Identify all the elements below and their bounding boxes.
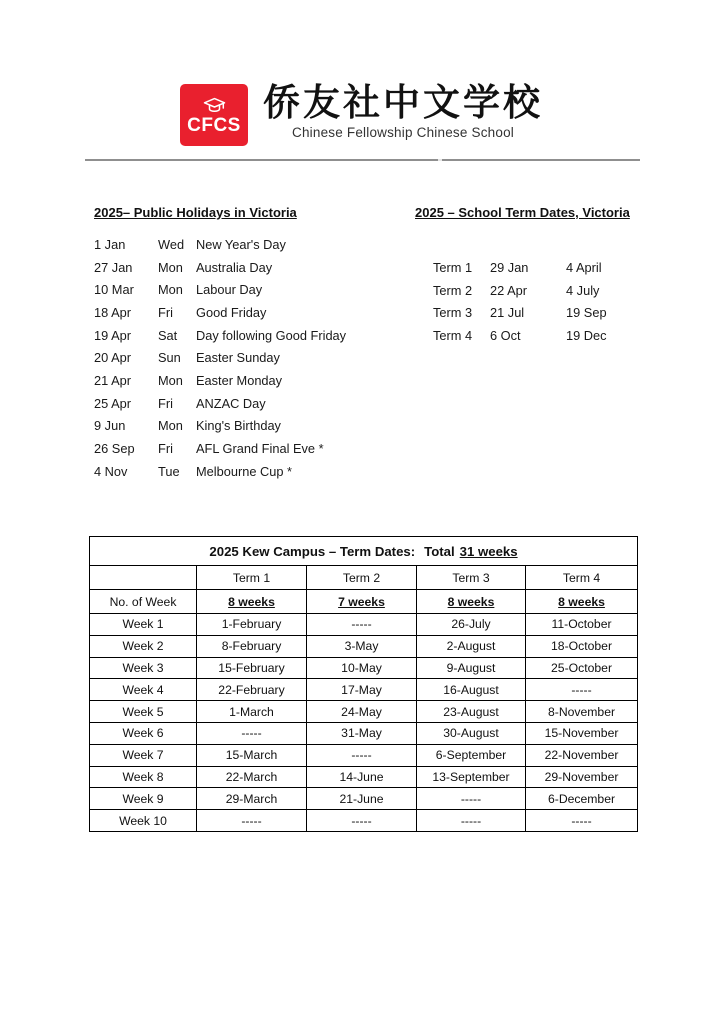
table-title-row [90,537,638,566]
week-date-cell: ----- [307,744,417,766]
week-date-cell: ----- [526,679,638,701]
holiday-name: Melbourne Cup * [196,463,293,479]
week-date-cell: ----- [417,810,526,832]
week-row [90,788,638,810]
terms-heading: 2025 – School Term Dates, Victoria [415,205,630,220]
week-date-cell: 1-February [197,614,307,636]
school-name-chinese: 侨友社中文学校 [263,82,543,123]
kew-term-table [89,536,638,832]
holiday-name: Australia Day [196,259,273,275]
week-date-cell: 23-August [417,701,526,723]
school-names [263,84,543,140]
week-date-cell: 6-December [526,788,638,810]
holiday-row [94,233,404,256]
week-date-cell: 1-March [197,701,307,723]
week-date-cell: 30-August [417,722,526,744]
holiday-date: 1 Jan [94,236,126,252]
term-end-date: 19 Sep [566,305,607,321]
term-row [433,324,650,347]
term-start-date: 21 Jul [490,305,525,321]
week-date-cell: ----- [197,722,307,744]
school-name-english: Chinese Fellowship Chinese School [292,124,514,140]
holiday-day: Sun [158,350,181,366]
term-header-row [90,566,638,590]
holiday-name: Labour Day [196,282,263,298]
week-date-cell: 22-November [526,744,638,766]
holiday-date: 4 Nov [94,463,128,479]
holiday-name: AFL Grand Final Eve * [196,441,324,457]
holiday-name: Day following Good Friday [196,327,347,343]
week-date-cell: 11-October [526,614,638,636]
week-date-cell: 18-October [526,635,638,657]
cfcs-logo-box [180,84,248,146]
term-list [415,256,650,347]
week-date-cell: 13-September [417,766,526,788]
holiday-date: 21 Apr [94,372,131,388]
holiday-day: Fri [158,395,173,411]
week-row [90,810,638,832]
term-column-header: Term 2 [307,566,417,590]
table-title-text: 2025 Kew Campus – Term Dates: [209,543,416,559]
holiday-day: Fri [158,441,173,457]
term-column-header: Term 4 [526,566,638,590]
week-date-cell: 22-March [197,766,307,788]
term-label: Term 3 [433,305,473,321]
holiday-date: 26 Sep [94,441,135,457]
week-date-cell: ----- [417,788,526,810]
week-count-value: 7 weeks [307,590,417,614]
holiday-row [94,346,404,369]
week-row [90,614,638,636]
week-row [90,657,638,679]
week-date-cell: 15-November [526,722,638,744]
week-date-cell: 31-May [307,722,417,744]
week-date-cell: 16-August [417,679,526,701]
week-count-label: No. of Week [90,590,197,614]
holiday-day: Mon [158,282,183,298]
holiday-row [94,415,404,438]
week-date-cell: 6-September [417,744,526,766]
table-title-total-weeks: 31 weeks [459,543,518,559]
holiday-day: Tue [158,463,180,479]
term-row [433,279,650,302]
week-label: Week 8 [90,766,197,788]
week-date-cell: 8-November [526,701,638,723]
holiday-date: 9 Jun [94,418,126,434]
term-start-date: 22 Apr [490,282,527,298]
holiday-day: Mon [158,418,183,434]
holidays-heading: 2025– Public Holidays in Victoria [94,205,297,220]
term-column-header: Term 3 [417,566,526,590]
holiday-day: Mon [158,372,183,388]
holiday-row [94,256,404,279]
week-label: Week 10 [90,810,197,832]
week-label: Week 5 [90,701,197,723]
week-date-cell: 29-March [197,788,307,810]
week-row [90,744,638,766]
week-label: Week 9 [90,788,197,810]
term-column-header: Term 1 [197,566,307,590]
week-row [90,701,638,723]
term-label: Term 4 [433,327,473,343]
week-date-cell: 21-June [307,788,417,810]
holiday-name: New Year's Day [196,236,286,252]
week-date-cell: ----- [526,810,638,832]
holiday-list [94,233,404,483]
graduation-cap-icon [201,96,228,115]
week-label: Week 1 [90,614,197,636]
week-date-cell: 29-November [526,766,638,788]
week-date-cell: 22-February [197,679,307,701]
week-date-cell: ----- [307,614,417,636]
holiday-date: 27 Jan [94,259,133,275]
week-date-cell: 24-May [307,701,417,723]
week-date-cell: 17-May [307,679,417,701]
holiday-name: King's Birthday [196,418,281,434]
holiday-row [94,278,404,301]
header-divider [85,159,640,161]
week-date-cell: 25-October [526,657,638,679]
week-date-cell: ----- [307,810,417,832]
holiday-day: Fri [158,304,173,320]
holiday-row [94,392,404,415]
week-count-value: 8 weeks [417,590,526,614]
school-logo [180,84,543,146]
holiday-row [94,437,404,460]
holiday-date: 20 Apr [94,350,131,366]
week-date-cell: 15-February [197,657,307,679]
holiday-row [94,301,404,324]
term-end-date: 19 Dec [566,327,607,343]
term-start-date: 6 Oct [490,327,521,343]
table-title-total-label: Total [424,543,455,559]
term-header-blank-cell [90,566,197,590]
term-row [433,301,650,324]
week-count-row [90,590,638,614]
week-date-cell: 8-February [197,635,307,657]
week-label: Week 4 [90,679,197,701]
table-title [90,537,638,566]
week-count-value: 8 weeks [197,590,307,614]
holiday-day: Sat [158,327,178,343]
term-end-date: 4 July [566,282,600,298]
week-row [90,766,638,788]
term-end-date: 4 April [566,259,602,275]
week-date-cell: 2-August [417,635,526,657]
week-date-cell: 14-June [307,766,417,788]
holiday-row [94,460,404,483]
week-row [90,635,638,657]
logo-acronym: CFCS [187,114,241,136]
week-date-cell: 26-July [417,614,526,636]
week-date-cell: 9-August [417,657,526,679]
holiday-date: 10 Mar [94,282,134,298]
week-row [90,679,638,701]
week-row [90,722,638,744]
week-count-value: 8 weeks [526,590,638,614]
term-row [433,256,650,279]
week-date-cell: 3-May [307,635,417,657]
term-start-date: 29 Jan [490,259,529,275]
week-date-cell: 15-March [197,744,307,766]
term-label: Term 1 [433,259,473,275]
holiday-date: 18 Apr [94,304,131,320]
holiday-row [94,324,404,347]
holiday-name: Good Friday [196,304,267,320]
holiday-name: ANZAC Day [196,395,266,411]
week-label: Week 7 [90,744,197,766]
holiday-name: Easter Monday [196,372,283,388]
holiday-name: Easter Sunday [196,350,280,366]
terms-section [415,205,650,347]
week-date-cell: 10-May [307,657,417,679]
holiday-date: 25 Apr [94,395,131,411]
week-label: Week 6 [90,722,197,744]
week-date-cell: ----- [197,810,307,832]
holiday-date: 19 Apr [94,327,131,343]
holidays-section [94,205,404,483]
holiday-day: Wed [158,236,185,252]
term-label: Term 2 [433,282,473,298]
week-label: Week 3 [90,657,197,679]
holiday-row [94,369,404,392]
holiday-day: Mon [158,259,183,275]
week-label: Week 2 [90,635,197,657]
